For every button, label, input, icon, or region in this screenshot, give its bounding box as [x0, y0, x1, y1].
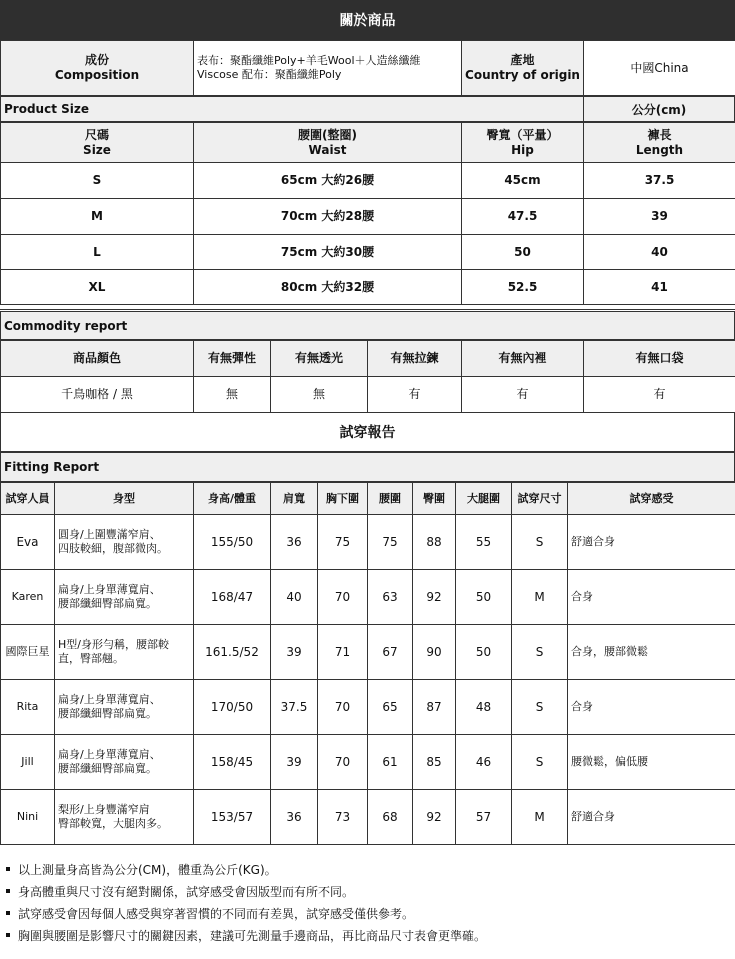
- body-type: 扁身/上身單薄寬肩、 腰部纖細臀部扁寬。: [55, 680, 194, 735]
- table-row: [1, 625, 735, 680]
- shoulder-cell: 39: [271, 625, 318, 680]
- size-header-length: 褲長 Length: [584, 123, 735, 163]
- table-row: [1, 235, 735, 270]
- waist-cell: 63: [368, 570, 413, 625]
- hip-cell: 45cm: [462, 163, 584, 199]
- waist-cell: 70cm 大約28腰: [194, 199, 462, 235]
- fit-size-cell: S: [512, 735, 568, 790]
- note-item: 試穿感受會因每個人感受與穿著習慣的不同而有差異，試穿感受僅供參考。: [4, 902, 735, 924]
- body-type: H型/身形勻稱，腰部較 直，臀部翹。: [55, 625, 194, 680]
- table-row: [1, 735, 735, 790]
- shoulder-cell: 40: [271, 570, 318, 625]
- length-cell: 37.5: [584, 163, 735, 199]
- underbust-cell: 70: [318, 735, 368, 790]
- composition-label: 成份 Composition: [1, 41, 194, 96]
- size-section-label: Product Size: [0, 96, 584, 122]
- waist-cell: 65: [368, 680, 413, 735]
- hip-cell: 87: [413, 680, 456, 735]
- fitting-title: 試穿報告: [0, 412, 735, 452]
- tester-name: Nini: [1, 790, 55, 845]
- table-row: [1, 199, 735, 235]
- length-cell: 41: [584, 270, 735, 305]
- size-header-size: 尺碼 Size: [1, 123, 194, 163]
- height-weight: 161.5/52: [194, 625, 271, 680]
- commodity-header: 有無透光: [271, 341, 368, 377]
- waist-cell: 75: [368, 515, 413, 570]
- table-row: [1, 163, 735, 199]
- fitting-header: 臀圍: [413, 483, 456, 515]
- waist-cell: 80cm 大約32腰: [194, 270, 462, 305]
- commodity-value: 千鳥咖格 / 黑: [1, 377, 194, 413]
- fitting-header: 身高/體重: [194, 483, 271, 515]
- fit-feel-cell: 合身，腰部微鬆: [568, 625, 735, 680]
- hip-cell: 47.5: [462, 199, 584, 235]
- fit-feel-cell: 合身: [568, 680, 735, 735]
- hip-cell: 52.5: [462, 270, 584, 305]
- body-type: 圓身/上圍豐滿窄肩、 四肢較細，腹部微肉。: [55, 515, 194, 570]
- shoulder-cell: 36: [271, 515, 318, 570]
- fitting-header: 胸下圍: [318, 483, 368, 515]
- commodity-value: 有: [462, 377, 584, 413]
- fitting-table: [0, 482, 735, 845]
- fit-feel-cell: 舒適合身: [568, 790, 735, 845]
- divider: [0, 306, 735, 310]
- shoulder-cell: 39: [271, 735, 318, 790]
- table-row: [1, 680, 735, 735]
- body-type: 扁身/上身單薄寬肩、 腰部纖細臀部扁寬。: [55, 570, 194, 625]
- fitting-header: 試穿尺寸: [512, 483, 568, 515]
- underbust-cell: 71: [318, 625, 368, 680]
- table-row: [1, 570, 735, 625]
- size-header-hip: 臀寬（平量） Hip: [462, 123, 584, 163]
- hip-cell: 50: [462, 235, 584, 270]
- body-type: 梨形/上身豐滿窄肩 臀部較寬，大腿肉多。: [55, 790, 194, 845]
- tester-name: Rita: [1, 680, 55, 735]
- table-row: [1, 790, 735, 845]
- fitting-header: 試穿感受: [568, 483, 735, 515]
- page-title: 關於商品: [0, 0, 735, 40]
- fitting-header: 身型: [55, 483, 194, 515]
- waist-cell: 65cm 大約26腰: [194, 163, 462, 199]
- commodity-table: [0, 340, 735, 413]
- table-row: [1, 377, 735, 413]
- waist-cell: 67: [368, 625, 413, 680]
- size-table: [0, 122, 735, 305]
- notes-list: [0, 858, 735, 946]
- commodity-value: 有: [584, 377, 735, 413]
- origin-label: 產地 Country of origin: [462, 41, 584, 96]
- length-cell: 39: [584, 199, 735, 235]
- size-cell: M: [1, 199, 194, 235]
- commodity-header: 有無口袋: [584, 341, 735, 377]
- fit-size-cell: M: [512, 570, 568, 625]
- shoulder-cell: 37.5: [271, 680, 318, 735]
- composition-table: [0, 40, 735, 96]
- size-cell: L: [1, 235, 194, 270]
- commodity-section-label: Commodity report: [0, 311, 735, 340]
- origin-value: 中國China: [584, 41, 735, 96]
- fit-feel-cell: 腰微鬆，偏低腰: [568, 735, 735, 790]
- height-weight: 170/50: [194, 680, 271, 735]
- thigh-cell: 46: [456, 735, 512, 790]
- underbust-cell: 75: [318, 515, 368, 570]
- hip-cell: 88: [413, 515, 456, 570]
- height-weight: 168/47: [194, 570, 271, 625]
- note-item: 身高體重與尺寸沒有絕對關係，試穿感受會因版型而有所不同。: [4, 880, 735, 902]
- underbust-cell: 70: [318, 680, 368, 735]
- height-weight: 153/57: [194, 790, 271, 845]
- fit-feel-cell: 舒適合身: [568, 515, 735, 570]
- tester-name: Eva: [1, 515, 55, 570]
- shoulder-cell: 36: [271, 790, 318, 845]
- commodity-value: 無: [271, 377, 368, 413]
- fit-size-cell: S: [512, 515, 568, 570]
- waist-cell: 75cm 大約30腰: [194, 235, 462, 270]
- underbust-cell: 73: [318, 790, 368, 845]
- size-cell: XL: [1, 270, 194, 305]
- hip-cell: 92: [413, 790, 456, 845]
- size-header-waist: 腰圍(整圈) Waist: [194, 123, 462, 163]
- commodity-header: 商品顏色: [1, 341, 194, 377]
- hip-cell: 85: [413, 735, 456, 790]
- commodity-value: 有: [368, 377, 462, 413]
- fit-feel-cell: 合身: [568, 570, 735, 625]
- height-weight: 155/50: [194, 515, 271, 570]
- thigh-cell: 48: [456, 680, 512, 735]
- size-cell: S: [1, 163, 194, 199]
- waist-cell: 68: [368, 790, 413, 845]
- commodity-header: 有無彈性: [194, 341, 271, 377]
- note-item: 胸圍與腰圍是影響尺寸的關鍵因素，建議可先測量手邊商品，再比商品尺寸表會更準確。: [4, 924, 735, 946]
- table-row: [1, 515, 735, 570]
- fitting-header: 試穿人員: [1, 483, 55, 515]
- commodity-value: 無: [194, 377, 271, 413]
- height-weight: 158/45: [194, 735, 271, 790]
- body-type: 扁身/上身單薄寬肩、 腰部纖細臀部扁寬。: [55, 735, 194, 790]
- size-unit: 公分(cm): [583, 96, 735, 122]
- fitting-header: 腰圍: [368, 483, 413, 515]
- thigh-cell: 57: [456, 790, 512, 845]
- tester-name: Karen: [1, 570, 55, 625]
- hip-cell: 90: [413, 625, 456, 680]
- fitting-header: 大腿圍: [456, 483, 512, 515]
- tester-name: 國際巨星: [1, 625, 55, 680]
- thigh-cell: 50: [456, 570, 512, 625]
- fit-size-cell: S: [512, 680, 568, 735]
- note-item: 以上測量身高皆為公分(CM)，體重為公斤(KG)。: [4, 858, 735, 880]
- waist-cell: 61: [368, 735, 413, 790]
- thigh-cell: 50: [456, 625, 512, 680]
- thigh-cell: 55: [456, 515, 512, 570]
- underbust-cell: 70: [318, 570, 368, 625]
- fitting-header: 肩寬: [271, 483, 318, 515]
- table-row: [1, 270, 735, 305]
- commodity-header: 有無拉鍊: [368, 341, 462, 377]
- composition-value: 表布：聚酯纖維Poly+羊毛Wool＋人造絲纖維 Viscose 配布：聚酯纖維Poly: [194, 41, 462, 96]
- tester-name: Jill: [1, 735, 55, 790]
- fit-size-cell: M: [512, 790, 568, 845]
- fitting-section-label: Fitting Report: [0, 452, 735, 482]
- length-cell: 40: [584, 235, 735, 270]
- fit-size-cell: S: [512, 625, 568, 680]
- hip-cell: 92: [413, 570, 456, 625]
- commodity-header: 有無內裡: [462, 341, 584, 377]
